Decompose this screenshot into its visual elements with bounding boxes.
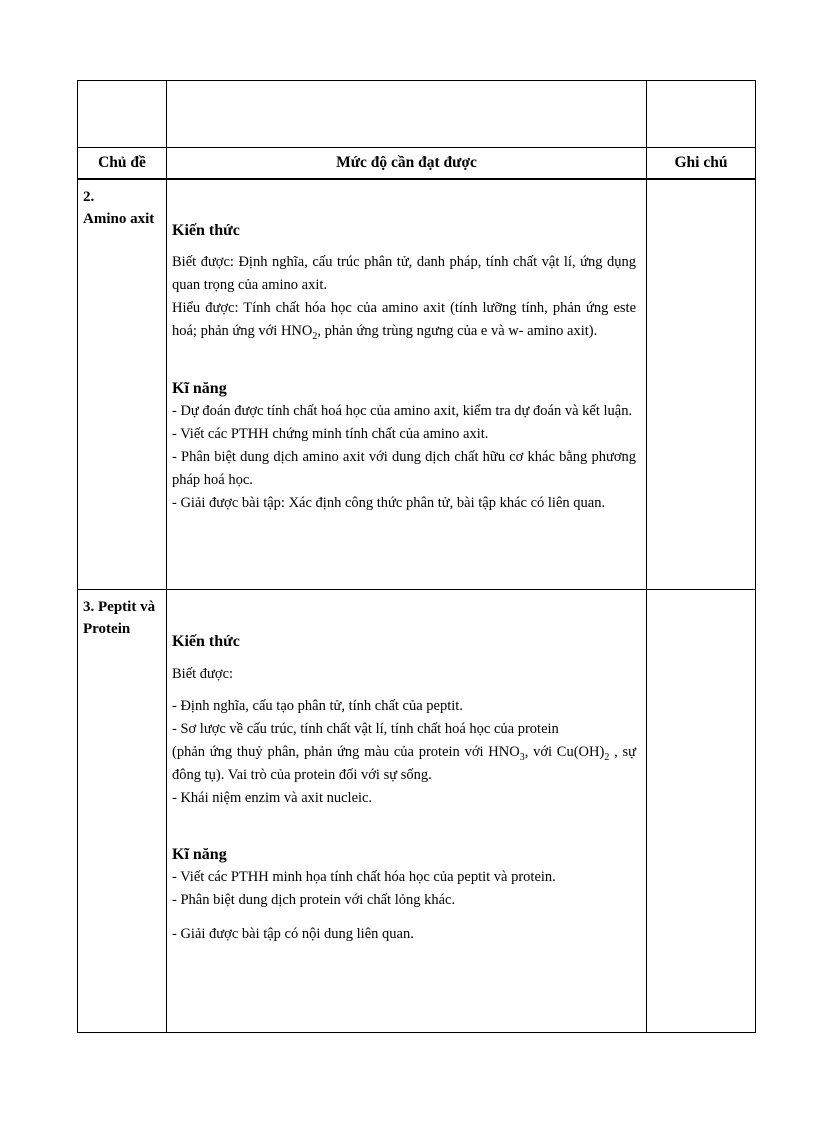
- content-cell: [167, 179, 647, 590]
- curriculum-table: [77, 80, 756, 1033]
- blank-cell: [78, 81, 167, 148]
- skill-item: - Viết các PTHH minh họa tính chất hóa học của peptit và protein.: [172, 869, 556, 885]
- topic-title: Amino axit: [83, 211, 155, 227]
- table-row: [78, 179, 756, 590]
- knowledge-item: - Định nghĩa, cấu tạo phân tử, tính chất của peptit.: [172, 698, 463, 714]
- skill-item: - Giải được bài tập: Xác định công thức phân tử, bài tập khác có liên quan.: [172, 495, 606, 511]
- content-cell: [167, 590, 647, 1033]
- note-cell: [647, 179, 756, 590]
- skill-item: - Dự đoán được tính chất hoá học của amino axit, kiểm tra dự đoán và kết luận.: [172, 403, 633, 419]
- skill-heading: Kĩ năng: [172, 846, 227, 863]
- skill-item: - Viết các PTHH chứng minh tính chất của amino axit.: [172, 426, 489, 442]
- topic-cell: [78, 590, 167, 1033]
- topic-title: Protein: [83, 621, 131, 637]
- knowledge-heading: Kiến thức: [172, 633, 240, 650]
- knowledge-item: - Sơ lược về cấu trúc, tính chất vật lí, tính chất hoá học của protein: [172, 721, 559, 737]
- knowledge-item: - Khái niệm enzim và axit nucleic.: [172, 790, 373, 806]
- header-level: Mức độ cần đạt được: [167, 148, 647, 180]
- topic-number: 2.: [83, 189, 95, 205]
- knowledge-text: Biết được: Định nghĩa, cấu trúc phân tử, danh pháp, tính chất vật lí, ứng dụng quan trọng của amino axit.: [172, 254, 636, 293]
- knowledge-heading: Kiến thức: [172, 222, 240, 239]
- topic-number: 3. Peptit và: [83, 599, 156, 615]
- skill-item: - Phân biệt dung dịch amino axit với dung dịch chất hữu cơ khác bằng phương pháp hoá học.: [172, 449, 636, 488]
- knowledge-intro: Biết được:: [172, 666, 234, 682]
- knowledge-text: Hiểu được: Tính chất hóa học của amino axit (tính lưỡng tính, phản ứng este hoá; phản ứng với $HNO_2$, phản ứng trùng ngưng của e và w- amino axit).: [172, 300, 636, 342]
- blank-row: [78, 81, 756, 148]
- header-row: [78, 148, 756, 180]
- header-note: Ghi chú: [647, 148, 756, 180]
- table-row: [78, 590, 756, 1033]
- note-cell: [647, 590, 756, 1033]
- header-topic: Chủ đề: [78, 148, 167, 180]
- knowledge-item: (phản ứng thuỷ phân, phản ứng màu của protein với $HNO_3$, với $Cu(OH)_2$ , sự đông tụ). Vai trò của protein đối với sự sống.: [172, 744, 637, 783]
- topic-cell: [78, 179, 167, 590]
- skill-heading: Kĩ năng: [172, 380, 227, 397]
- skill-item: - Giải được bài tập có nội dung liên quan.: [172, 926, 414, 942]
- skill-item: - Phân biệt dung dịch protein với chất lỏng khác.: [172, 892, 456, 908]
- blank-cell: [647, 81, 756, 148]
- blank-cell: [167, 81, 647, 148]
